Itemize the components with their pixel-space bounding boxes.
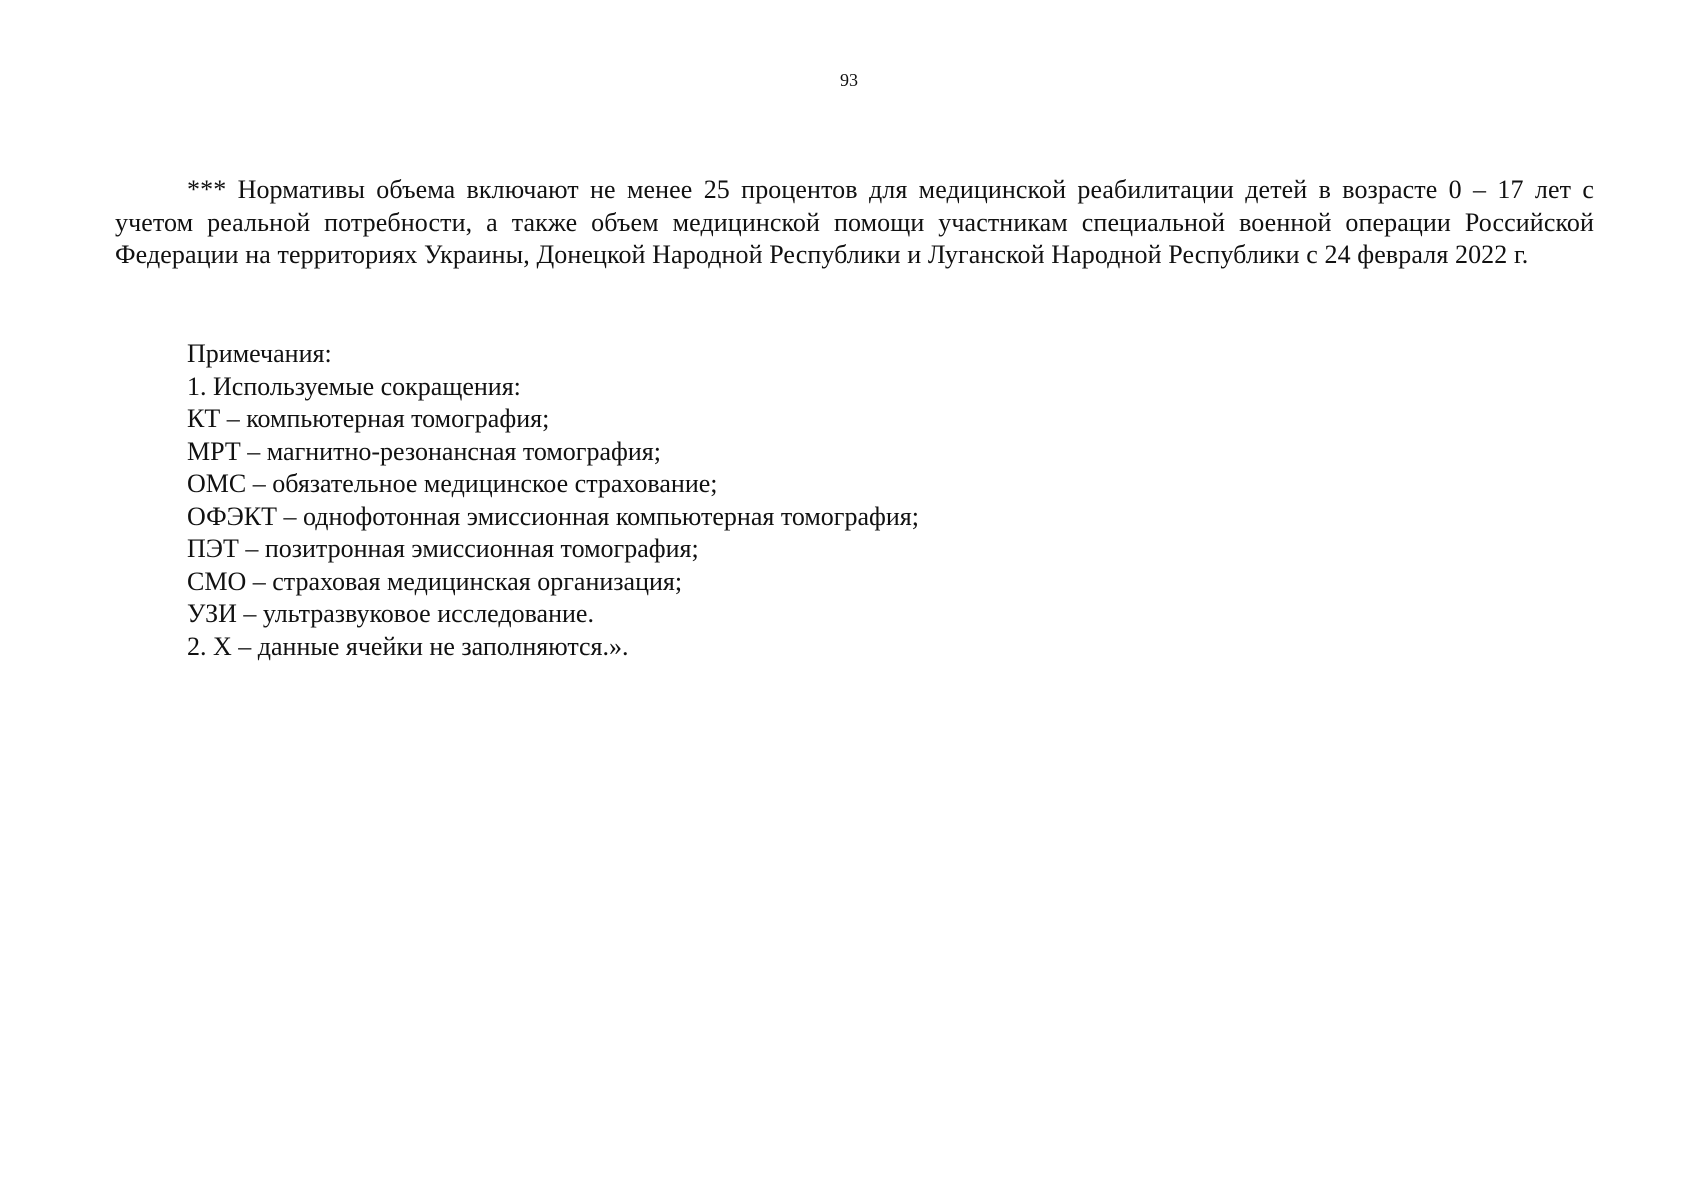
abbreviation-uzi: УЗИ – ультразвуковое исследование. bbox=[187, 599, 594, 628]
abbreviation-pet: ПЭТ – позитронная эмиссионная томография; bbox=[187, 534, 699, 563]
page-number: 93 bbox=[840, 70, 858, 90]
abbreviation-ct: КТ – компьютерная томография; bbox=[187, 404, 550, 433]
abbreviation-mrt: МРТ – магнитно-резонансная томография; bbox=[187, 436, 661, 466]
notes-item-2: 2. Х – данные ячейки не заполняются.». bbox=[187, 631, 629, 661]
abbreviation-smo: СМО – страховая медицинская организация; bbox=[187, 566, 683, 596]
notes-item-1-title: 1. Используемые сокращения: bbox=[187, 371, 521, 401]
notes-heading: Примечания: bbox=[187, 339, 332, 368]
notes-section bbox=[187, 338, 1387, 663]
abbreviation-oms: ОМС – обязательное медицинское страхование; bbox=[187, 469, 718, 498]
footnote-paragraph: *** Нормативы объема включают не менее 25 процентов для медицинской реабилитации детей в возрасте 0 – 17 лет с учетом реальной потребности, а также объем медицинской помощи участникам специальной военной операции Российской Федерации на территориях Украины, Донецкой Народной Республики и Луганской Народной Республики с 24 февраля 2022 г. bbox=[115, 175, 1594, 269]
abbreviation-ofekt: ОФЭКТ – однофотонная эмиссионная компьютерная томография; bbox=[187, 501, 919, 531]
